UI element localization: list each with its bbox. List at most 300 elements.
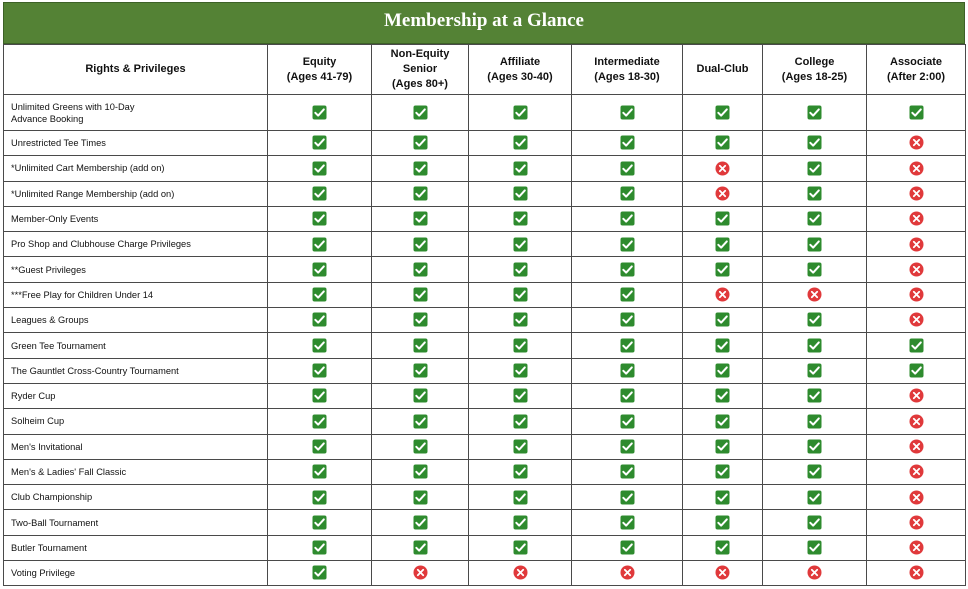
- included-cell: [763, 206, 867, 231]
- privilege-label: [4, 206, 268, 231]
- check-icon: [312, 237, 327, 252]
- column-header-line: Dual-Club: [696, 63, 749, 75]
- check-icon: [620, 135, 635, 150]
- check-icon: [513, 237, 528, 252]
- check-icon: [620, 161, 635, 176]
- check-icon: [807, 490, 822, 505]
- privilege-label: [4, 561, 268, 586]
- check-icon: [620, 439, 635, 454]
- privilege-label-line: **Guest Privileges: [11, 264, 86, 275]
- included-cell: [469, 434, 572, 459]
- included-cell: [572, 485, 683, 510]
- included-cell: [372, 333, 469, 358]
- check-icon: [413, 237, 428, 252]
- cross-icon: [909, 237, 924, 252]
- header-row: [4, 45, 966, 95]
- not-included-cell: [867, 308, 966, 333]
- check-icon: [620, 363, 635, 378]
- check-icon: [513, 135, 528, 150]
- check-icon: [620, 338, 635, 353]
- check-icon: [312, 490, 327, 505]
- check-icon: [807, 237, 822, 252]
- included-cell: [683, 232, 763, 257]
- included-cell: [469, 333, 572, 358]
- privilege-label-line: Solheim Cup: [11, 416, 65, 427]
- privilege-label-line: Advance Booking: [11, 113, 84, 124]
- included-cell: [683, 434, 763, 459]
- check-icon: [807, 262, 822, 277]
- table-row: [4, 409, 966, 434]
- check-icon: [715, 439, 730, 454]
- included-cell: [572, 131, 683, 156]
- check-icon: [513, 464, 528, 479]
- table-body: [4, 95, 966, 586]
- table-row: [4, 561, 966, 586]
- check-icon: [413, 186, 428, 201]
- check-icon: [715, 490, 730, 505]
- check-icon: [413, 338, 428, 353]
- included-cell: [268, 561, 372, 586]
- privilege-label: [4, 485, 268, 510]
- included-cell: [572, 232, 683, 257]
- membership-table: [3, 44, 966, 586]
- included-cell: [572, 282, 683, 307]
- cross-icon: [909, 186, 924, 201]
- cross-icon: [807, 287, 822, 302]
- included-cell: [268, 383, 372, 408]
- privilege-label: [4, 434, 268, 459]
- table-row: [4, 156, 966, 181]
- included-cell: [763, 510, 867, 535]
- included-cell: [469, 156, 572, 181]
- check-icon: [513, 515, 528, 530]
- privilege-label: [4, 282, 268, 307]
- check-icon: [413, 540, 428, 555]
- check-icon: [807, 105, 822, 120]
- check-icon: [620, 540, 635, 555]
- included-cell: [469, 232, 572, 257]
- row-header-cell: Rights & Privileges: [4, 45, 268, 95]
- included-cell: [683, 383, 763, 408]
- included-cell: [268, 358, 372, 383]
- included-cell: [763, 308, 867, 333]
- privilege-label: [4, 156, 268, 181]
- not-included-cell: [372, 561, 469, 586]
- check-icon: [312, 338, 327, 353]
- table-row: [4, 181, 966, 206]
- column-header-line: Non-Equity: [390, 48, 450, 60]
- not-included-cell: [867, 156, 966, 181]
- included-cell: [572, 333, 683, 358]
- check-icon: [807, 161, 822, 176]
- included-cell: [268, 459, 372, 484]
- not-included-cell: [683, 561, 763, 586]
- not-included-cell: [867, 510, 966, 535]
- check-icon: [312, 388, 327, 403]
- included-cell: [683, 95, 763, 131]
- included-cell: [372, 383, 469, 408]
- included-cell: [372, 409, 469, 434]
- check-icon: [807, 186, 822, 201]
- included-cell: [763, 358, 867, 383]
- not-included-cell: [867, 131, 966, 156]
- included-cell: [268, 409, 372, 434]
- check-icon: [620, 464, 635, 479]
- membership-table-container: [3, 2, 965, 586]
- included-cell: [372, 206, 469, 231]
- not-included-cell: [867, 257, 966, 282]
- privilege-label-line: Club Championship: [11, 492, 93, 503]
- page-title: Membership at a Glance: [3, 2, 965, 44]
- table-row: [4, 535, 966, 560]
- included-cell: [572, 535, 683, 560]
- table-row: [4, 383, 966, 408]
- included-cell: [683, 409, 763, 434]
- included-cell: [469, 383, 572, 408]
- check-icon: [413, 464, 428, 479]
- table-row: [4, 206, 966, 231]
- privilege-label-line: Unrestricted Tee Times: [11, 138, 106, 149]
- column-header: [268, 45, 372, 95]
- check-icon: [620, 186, 635, 201]
- table-row: [4, 459, 966, 484]
- cross-icon: [909, 161, 924, 176]
- cross-icon: [909, 135, 924, 150]
- not-included-cell: [683, 181, 763, 206]
- included-cell: [469, 282, 572, 307]
- check-icon: [807, 338, 822, 353]
- check-icon: [715, 262, 730, 277]
- check-icon: [909, 338, 924, 353]
- included-cell: [867, 333, 966, 358]
- column-header: [683, 45, 763, 95]
- cross-icon: [413, 565, 428, 580]
- check-icon: [513, 363, 528, 378]
- table-row: [4, 308, 966, 333]
- included-cell: [572, 383, 683, 408]
- check-icon: [807, 388, 822, 403]
- table-row: [4, 95, 966, 131]
- cross-icon: [909, 464, 924, 479]
- privilege-label: [4, 232, 268, 257]
- included-cell: [469, 131, 572, 156]
- included-cell: [572, 510, 683, 535]
- check-icon: [413, 135, 428, 150]
- column-header-line: (Ages 18-30): [594, 70, 660, 83]
- included-cell: [372, 181, 469, 206]
- included-cell: [572, 257, 683, 282]
- table-row: [4, 358, 966, 383]
- included-cell: [469, 308, 572, 333]
- not-included-cell: [867, 383, 966, 408]
- included-cell: [372, 358, 469, 383]
- check-icon: [807, 135, 822, 150]
- included-cell: [763, 131, 867, 156]
- check-icon: [715, 135, 730, 150]
- table-row: [4, 282, 966, 307]
- check-icon: [513, 414, 528, 429]
- check-icon: [715, 515, 730, 530]
- check-icon: [513, 338, 528, 353]
- included-cell: [372, 232, 469, 257]
- check-icon: [807, 439, 822, 454]
- privilege-label-line: Voting Privilege: [11, 568, 76, 579]
- privilege-label: [4, 535, 268, 560]
- table-row: [4, 257, 966, 282]
- check-icon: [715, 363, 730, 378]
- cross-icon: [715, 565, 730, 580]
- cross-icon: [715, 186, 730, 201]
- included-cell: [268, 485, 372, 510]
- cross-icon: [715, 161, 730, 176]
- check-icon: [413, 414, 428, 429]
- cross-icon: [909, 540, 924, 555]
- included-cell: [268, 181, 372, 206]
- privilege-label-line: *Unlimited Range Membership (add on): [11, 188, 175, 199]
- check-icon: [413, 490, 428, 505]
- column-header: [469, 45, 572, 95]
- included-cell: [469, 510, 572, 535]
- column-header: [763, 45, 867, 95]
- included-cell: [469, 485, 572, 510]
- check-icon: [807, 414, 822, 429]
- column-header-line: Senior: [402, 63, 438, 75]
- check-icon: [620, 211, 635, 226]
- cross-icon: [909, 287, 924, 302]
- cross-icon: [909, 211, 924, 226]
- included-cell: [268, 308, 372, 333]
- included-cell: [372, 459, 469, 484]
- check-icon: [807, 312, 822, 327]
- not-included-cell: [867, 409, 966, 434]
- included-cell: [268, 156, 372, 181]
- included-cell: [683, 535, 763, 560]
- check-icon: [909, 363, 924, 378]
- included-cell: [469, 358, 572, 383]
- check-icon: [312, 161, 327, 176]
- cross-icon: [909, 388, 924, 403]
- included-cell: [372, 535, 469, 560]
- column-header-line: (After 2:00): [886, 70, 946, 83]
- check-icon: [620, 105, 635, 120]
- included-cell: [763, 333, 867, 358]
- included-cell: [683, 485, 763, 510]
- included-cell: [268, 257, 372, 282]
- included-cell: [763, 485, 867, 510]
- included-cell: [268, 206, 372, 231]
- column-header-line: (Ages 18-25): [781, 70, 848, 83]
- included-cell: [572, 358, 683, 383]
- privilege-label-line: Butler Tournament: [11, 542, 87, 553]
- check-icon: [513, 490, 528, 505]
- check-icon: [807, 464, 822, 479]
- included-cell: [763, 434, 867, 459]
- included-cell: [268, 434, 372, 459]
- included-cell: [372, 156, 469, 181]
- check-icon: [312, 464, 327, 479]
- check-icon: [715, 312, 730, 327]
- table-row: [4, 485, 966, 510]
- check-icon: [513, 287, 528, 302]
- included-cell: [372, 434, 469, 459]
- privilege-label: [4, 409, 268, 434]
- privilege-label: [4, 131, 268, 156]
- not-included-cell: [572, 561, 683, 586]
- privilege-label-line: Two-Ball Tournament: [11, 517, 99, 528]
- included-cell: [372, 510, 469, 535]
- included-cell: [867, 95, 966, 131]
- check-icon: [513, 439, 528, 454]
- privilege-label-line: *Unlimited Cart Membership (add on): [11, 163, 165, 174]
- check-icon: [715, 237, 730, 252]
- not-included-cell: [763, 561, 867, 586]
- check-icon: [312, 105, 327, 120]
- included-cell: [372, 282, 469, 307]
- privilege-label-line: Ryder Cup: [11, 391, 56, 402]
- check-icon: [312, 262, 327, 277]
- check-icon: [312, 565, 327, 580]
- table-row: [4, 131, 966, 156]
- included-cell: [469, 459, 572, 484]
- check-icon: [807, 515, 822, 530]
- included-cell: [268, 535, 372, 560]
- check-icon: [413, 363, 428, 378]
- not-included-cell: [469, 561, 572, 586]
- check-icon: [513, 161, 528, 176]
- cross-icon: [909, 439, 924, 454]
- cross-icon: [807, 565, 822, 580]
- check-icon: [413, 105, 428, 120]
- check-icon: [807, 540, 822, 555]
- column-header-line: Equity: [302, 55, 337, 68]
- cross-icon: [909, 312, 924, 327]
- cross-icon: [909, 565, 924, 580]
- included-cell: [683, 459, 763, 484]
- check-icon: [620, 515, 635, 530]
- check-icon: [620, 287, 635, 302]
- privilege-label: [4, 257, 268, 282]
- included-cell: [469, 409, 572, 434]
- not-included-cell: [867, 434, 966, 459]
- column-header: [372, 45, 469, 95]
- check-icon: [513, 186, 528, 201]
- included-cell: [372, 257, 469, 282]
- privilege-label: [4, 308, 268, 333]
- included-cell: [572, 156, 683, 181]
- not-included-cell: [867, 181, 966, 206]
- check-icon: [909, 105, 924, 120]
- included-cell: [683, 206, 763, 231]
- privilege-label: [4, 358, 268, 383]
- privilege-label: [4, 383, 268, 408]
- not-included-cell: [683, 156, 763, 181]
- check-icon: [413, 211, 428, 226]
- privilege-label-line: Leagues & Groups: [11, 315, 89, 326]
- privilege-label-line: Green Tee Tournament: [11, 340, 106, 351]
- check-icon: [620, 312, 635, 327]
- check-icon: [513, 312, 528, 327]
- included-cell: [469, 95, 572, 131]
- included-cell: [763, 257, 867, 282]
- check-icon: [715, 414, 730, 429]
- privilege-label-line: Pro Shop and Clubhouse Charge Privileges: [11, 239, 191, 250]
- check-icon: [715, 464, 730, 479]
- check-icon: [513, 262, 528, 277]
- table-row: [4, 434, 966, 459]
- included-cell: [372, 308, 469, 333]
- included-cell: [683, 358, 763, 383]
- check-icon: [620, 237, 635, 252]
- privilege-label-line: Men's & Ladies' Fall Classic: [11, 467, 127, 477]
- included-cell: [763, 232, 867, 257]
- included-cell: [572, 95, 683, 131]
- included-cell: [763, 95, 867, 131]
- included-cell: [469, 181, 572, 206]
- included-cell: [867, 358, 966, 383]
- included-cell: [469, 206, 572, 231]
- check-icon: [715, 211, 730, 226]
- included-cell: [268, 232, 372, 257]
- check-icon: [513, 388, 528, 403]
- check-icon: [413, 287, 428, 302]
- check-icon: [513, 105, 528, 120]
- included-cell: [763, 383, 867, 408]
- column-header-line: Intermediate: [594, 55, 660, 68]
- check-icon: [312, 414, 327, 429]
- included-cell: [763, 409, 867, 434]
- included-cell: [683, 308, 763, 333]
- not-included-cell: [867, 232, 966, 257]
- check-icon: [620, 414, 635, 429]
- not-included-cell: [867, 535, 966, 560]
- privilege-label: [4, 181, 268, 206]
- not-included-cell: [867, 282, 966, 307]
- check-icon: [413, 161, 428, 176]
- cross-icon: [909, 262, 924, 277]
- column-header: [867, 45, 966, 95]
- cross-icon: [715, 287, 730, 302]
- check-icon: [715, 540, 730, 555]
- check-icon: [807, 363, 822, 378]
- privilege-label-line: Men's Invitational: [11, 441, 83, 452]
- table-row: [4, 232, 966, 257]
- included-cell: [683, 333, 763, 358]
- included-cell: [572, 308, 683, 333]
- not-included-cell: [683, 282, 763, 307]
- included-cell: [572, 206, 683, 231]
- privilege-label: [4, 333, 268, 358]
- column-header-line: (Ages 41-79): [286, 70, 353, 83]
- included-cell: [372, 485, 469, 510]
- check-icon: [715, 105, 730, 120]
- included-cell: [372, 131, 469, 156]
- check-icon: [513, 540, 528, 555]
- cross-icon: [909, 414, 924, 429]
- included-cell: [469, 535, 572, 560]
- column-header-line: Affiliate: [499, 55, 541, 68]
- included-cell: [372, 95, 469, 131]
- column-header-line: (Ages 30-40): [487, 70, 553, 83]
- check-icon: [413, 312, 428, 327]
- included-cell: [572, 434, 683, 459]
- check-icon: [715, 388, 730, 403]
- check-icon: [620, 262, 635, 277]
- check-icon: [413, 515, 428, 530]
- privilege-label: [4, 510, 268, 535]
- check-icon: [413, 388, 428, 403]
- privilege-label-line: Member-Only Events: [11, 214, 99, 225]
- check-icon: [312, 540, 327, 555]
